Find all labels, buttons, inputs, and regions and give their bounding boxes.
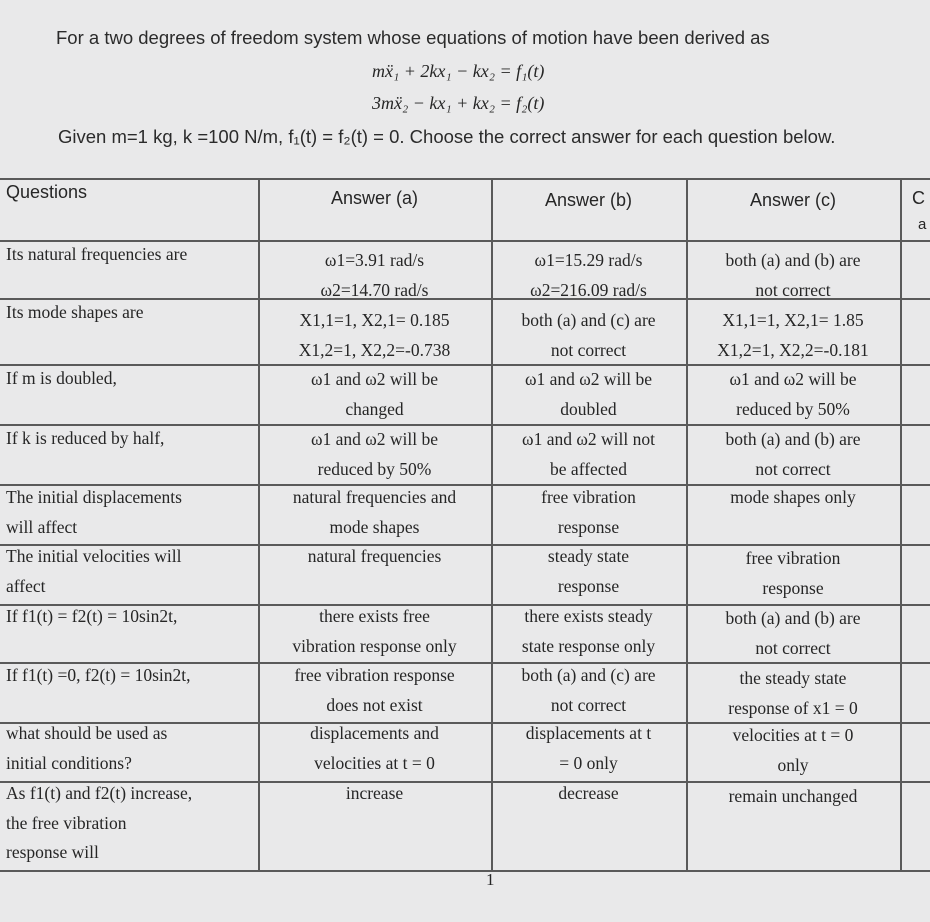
question-cell: Its mode shapes are — [6, 302, 144, 322]
answer-c-cell: X1,1=1, X2,1= 1.85 X1,2=1, X2,2=-0.181 — [717, 310, 869, 360]
answer-a-cell: X1,1=1, X2,1= 0.185 X1,2=1, X2,2=-0.738 — [298, 310, 451, 360]
header-answer-d: C — [912, 188, 925, 208]
header-answer-b: Answer (b) — [544, 190, 633, 210]
question-cell: If k is reduced by half, — [6, 428, 165, 448]
answer-c-cell: remain unchanged — [728, 786, 858, 806]
answer-b-cell: decrease — [558, 783, 619, 803]
answer-b-cell: ω1 and ω2 will be doubled — [524, 369, 653, 419]
header-answer-c: Answer (c) — [749, 190, 836, 210]
question-cell: The initial velocities will affect — [6, 546, 182, 596]
question-cell: Its natural frequencies are — [6, 244, 188, 264]
problem-statement — [0, 0, 930, 160]
answer-b-cell: ω1 and ω2 will not be affected — [522, 429, 655, 479]
answer-c-cell: both (a) and (b) are not correct — [725, 429, 861, 479]
header-answer-d-cont: a — [918, 216, 927, 233]
answer-c-cell: ω1 and ω2 will be reduced by 50% — [729, 369, 857, 419]
header-answer-a: Answer (a) — [330, 188, 419, 208]
equation-2: 3mẍ₂ − kx₁ + kx₂ = f₂(t) — [372, 93, 545, 113]
page-number: 1 — [486, 870, 495, 889]
question-cell: The initial displacements will affect — [6, 487, 182, 537]
answer-a-cell: free vibration response does not exist — [294, 665, 455, 715]
given-values-text: Given m=1 kg, k =100 N/m, f₁(t) = f₂(t) = 0. Choose the correct answer for each question below. — [58, 126, 836, 147]
question-cell: If m is doubled, — [6, 368, 117, 388]
answer-b-cell: ω1=15.29 rad/s ω2=216.09 rad/s — [530, 250, 647, 300]
header-questions: Questions — [6, 182, 88, 202]
answer-a-cell: ω1 and ω2 will be changed — [310, 369, 439, 419]
answer-b-cell: both (a) and (c) are not correct — [521, 310, 656, 360]
question-cell: If f1(t) = f2(t) = 10sin2t, — [6, 606, 178, 626]
answer-c-cell: free vibration response — [745, 548, 841, 598]
answer-b-cell: steady state response — [547, 546, 630, 596]
answer-a-cell: ω1 and ω2 will be reduced by 50% — [310, 429, 439, 479]
answer-c-cell: velocities at t = 0 only — [732, 725, 854, 775]
answer-b-cell: both (a) and (c) are not correct — [521, 665, 656, 715]
answer-a-cell: ω1=3.91 rad/s ω2=14.70 rad/s — [320, 250, 429, 300]
equation-1: mẍ₁ + 2kx₁ − kx₂ = f₁(t) — [372, 61, 545, 81]
question-cell: If f1(t) =0, f2(t) = 10sin2t, — [6, 665, 191, 685]
answer-c-cell: both (a) and (b) are not correct — [725, 250, 861, 300]
problem-intro-text: For a two degrees of freedom system whose equations of motion have been derived as — [56, 27, 770, 48]
answer-c-cell: the steady state response of x1 = 0 — [728, 668, 858, 718]
answer-a-cell: increase — [345, 783, 404, 803]
question-cell: As f1(t) and f2(t) increase, the free vibration response will — [6, 783, 193, 862]
answer-b-cell: displacements at t = 0 only — [525, 723, 652, 773]
answer-a-cell: there exists free vibration response only — [292, 606, 457, 656]
answer-b-cell: there exists steady state response only — [521, 606, 656, 656]
answer-a-cell: natural frequencies and mode shapes — [292, 487, 457, 537]
answer-a-cell: displacements and velocities at t = 0 — [310, 723, 439, 773]
questions-table — [0, 178, 930, 872]
answer-c-cell: both (a) and (b) are not correct — [725, 608, 861, 658]
question-cell: what should be used as initial conditions? — [6, 723, 168, 773]
answer-a-cell: natural frequencies — [307, 546, 442, 566]
answer-b-cell: free vibration response — [541, 487, 636, 537]
answer-c-cell: mode shapes only — [730, 487, 856, 507]
